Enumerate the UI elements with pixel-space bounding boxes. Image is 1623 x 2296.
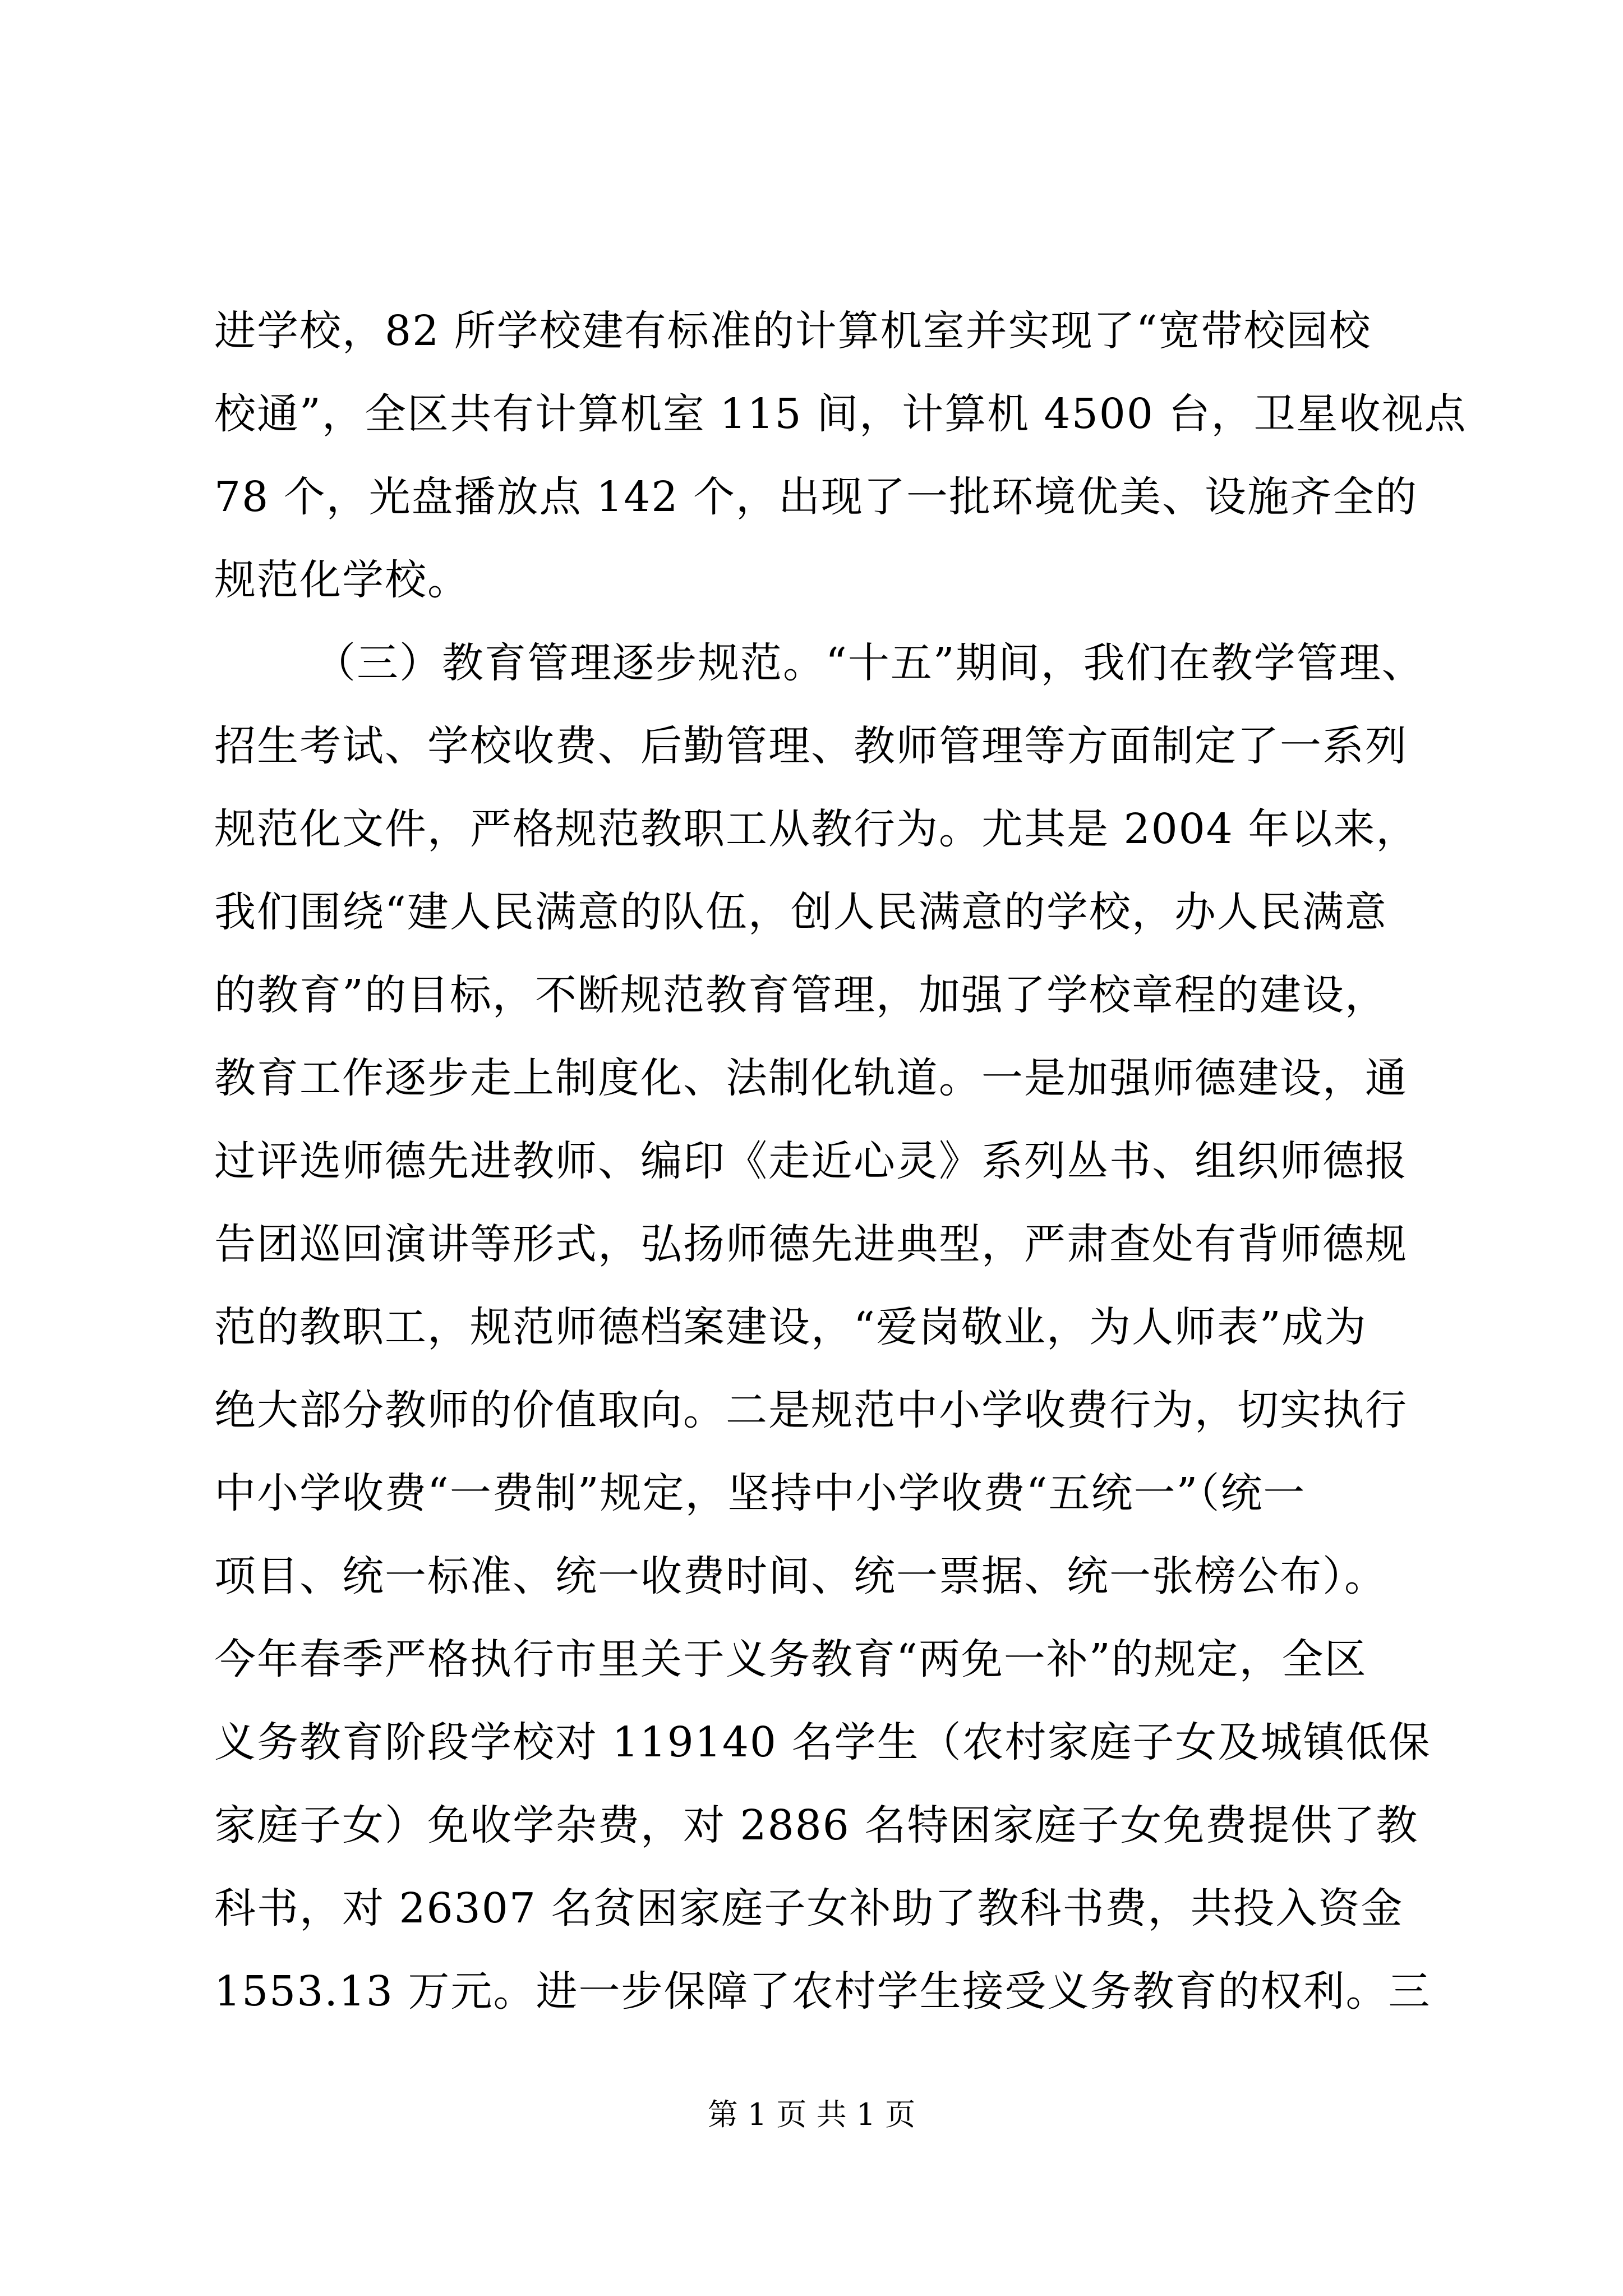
text-line-19: 家庭子女）免收学杂费，对 2886 名特困家庭子女免费提供了教 [214,1801,1419,1849]
text-line-11: 过评选师德先进教师、编印《走近心灵》系列丛书、组织师德报 [214,1137,1408,1185]
text-line-4: 规范化学校。 [214,556,470,604]
text-line-6: 招生考试、学校收费、后勤管理、教师管理等方面制定了一系列 [214,722,1408,770]
text-line-13: 范的教职工，规范师德档案建设，“爱岗敬业，为人师表”成为 [214,1303,1367,1351]
text-line-9: 的教育”的目标，不断规范教育管理，加强了学校章程的建设， [214,971,1387,1019]
text-line-20: 科书，对 26307 名贫困家庭子女补助了教科书费，共投入资金 [214,1884,1404,1932]
text-line-3: 78 个，光盘播放点 142 个，出现了一批环境优美、设施齐全的 [214,473,1418,521]
text-line-2: 校通”，全区共有计算机室 115 间，计算机 4500 台，卫星收视点 [214,390,1467,438]
text-line-21: 1553.13 万元。进一步保障了农村学生接受义务教育的权利。三 [214,1967,1431,2016]
text-line-1: 进学校，82 所学校建有标准的计算机室并实现了“宽带校园校 [214,307,1372,355]
text-line-15: 中小学收费“一费制”规定，坚持中小学收费“五统一”（统一 [214,1469,1306,1517]
text-line-8: 我们围绕“建人民满意的队伍，创人民满意的学校，办人民满意 [214,888,1387,936]
text-line-16: 项目、统一标准、统一收费时间、统一票据、统一张榜公布）。 [214,1552,1387,1600]
page-footer: 第 1 页 共 1 页 [707,2097,916,2132]
paragraph-start-line: （三）教育管理逐步规范。“十五”期间，我们在教学管理、 [314,639,1424,687]
text-line-10: 教育工作逐步走上制度化、法制化轨道。一是加强师德建设，通 [214,1054,1408,1102]
text-line-18: 义务教育阶段学校对 119140 名学生（农村家庭子女及城镇低保 [214,1718,1431,1766]
text-line-12: 告团巡回演讲等形式，弘扬师德先进典型，严肃查处有背师德规 [214,1220,1408,1268]
text-line-17: 今年春季严格执行市里关于义务教育“两免一补”的规定，全区 [214,1635,1367,1683]
text-line-7: 规范化文件，严格规范教职工从教行为。尤其是 2004 年以来， [214,805,1419,853]
text-line-14: 绝大部分教师的价值取向。二是规范中小学收费行为，切实执行 [214,1386,1408,1434]
